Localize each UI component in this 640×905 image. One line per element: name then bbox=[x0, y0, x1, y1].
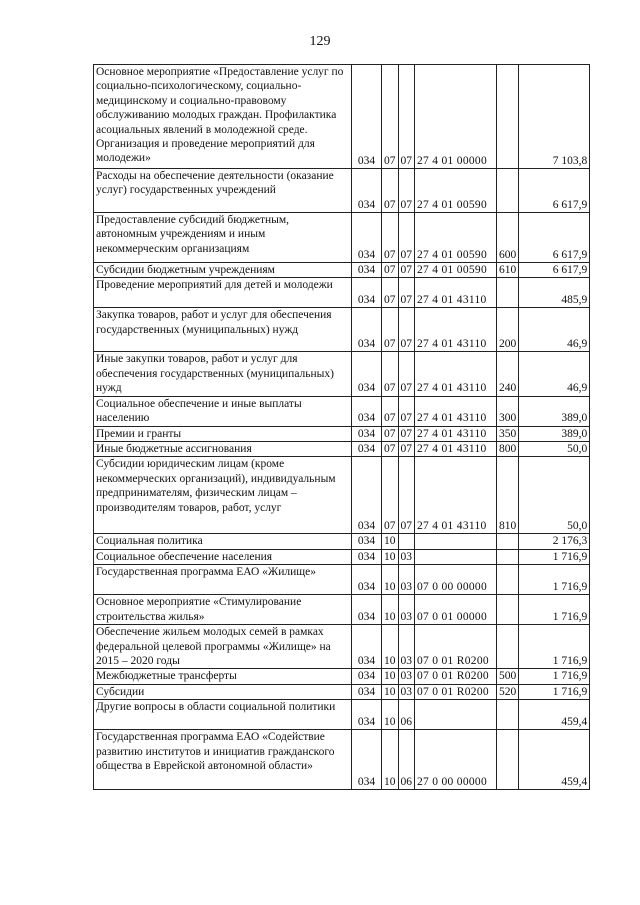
row-expense-type: 240 bbox=[497, 352, 519, 396]
row-subsection: 07 bbox=[398, 457, 415, 534]
row-amount: 50,0 bbox=[519, 442, 590, 457]
row-subsection: 07 bbox=[398, 352, 415, 396]
row-ministry-code: 034 bbox=[352, 396, 382, 426]
row-section: 10 bbox=[382, 534, 399, 549]
row-expense-type bbox=[497, 65, 519, 169]
row-amount: 1 716,9 bbox=[519, 669, 590, 684]
row-target-article: 27 4 01 00590 bbox=[415, 263, 497, 278]
row-name: Социальная политика bbox=[94, 534, 352, 549]
row-target-article: 27 4 01 00590 bbox=[415, 169, 497, 213]
table-row bbox=[94, 426, 590, 441]
row-subsection: 07 bbox=[398, 65, 415, 169]
row-amount: 1 716,9 bbox=[519, 625, 590, 669]
table-row bbox=[94, 352, 590, 396]
row-subsection: 07 bbox=[398, 426, 415, 441]
row-subsection: 03 bbox=[398, 669, 415, 684]
row-name: Субсидии bbox=[94, 684, 352, 699]
row-amount: 50,0 bbox=[519, 457, 590, 534]
table-row bbox=[94, 549, 590, 564]
row-ministry-code: 034 bbox=[352, 442, 382, 457]
row-amount: 6 617,9 bbox=[519, 213, 590, 263]
row-amount: 485,9 bbox=[519, 278, 590, 308]
row-target-article: 27 4 01 43110 bbox=[415, 457, 497, 534]
row-ministry-code: 034 bbox=[352, 700, 382, 730]
row-amount: 1 716,9 bbox=[519, 565, 590, 595]
row-amount: 459,4 bbox=[519, 700, 590, 730]
row-target-article: 27 4 01 00000 bbox=[415, 65, 497, 169]
page-number: 129 bbox=[309, 34, 331, 49]
table-row bbox=[94, 263, 590, 278]
row-target-article: 27 0 00 00000 bbox=[415, 730, 497, 790]
row-section: 07 bbox=[382, 396, 399, 426]
row-expense-type bbox=[497, 278, 519, 308]
row-name: Государственная программа ЕАО «Жилище» bbox=[94, 565, 352, 595]
row-amount: 46,9 bbox=[519, 308, 590, 352]
row-target-article: 27 4 01 00590 bbox=[415, 213, 497, 263]
row-name: Предоставление субсидий бюджетным, автономным учреждениям и иным некоммерческим организациям bbox=[94, 213, 352, 263]
row-ministry-code: 034 bbox=[352, 278, 382, 308]
row-section: 10 bbox=[382, 669, 399, 684]
row-target-article: 27 4 01 43110 bbox=[415, 352, 497, 396]
row-target-article: 07 0 01 R0200 bbox=[415, 625, 497, 669]
table-row bbox=[94, 169, 590, 213]
row-section: 07 bbox=[382, 263, 399, 278]
row-expense-type bbox=[497, 595, 519, 625]
row-name: Социальное обеспечение населения bbox=[94, 549, 352, 564]
table-row bbox=[94, 700, 590, 730]
row-ministry-code: 034 bbox=[352, 595, 382, 625]
row-name: Закупка товаров, работ и услуг для обеспечения государственных (муниципальных) нужд bbox=[94, 308, 352, 352]
table-row bbox=[94, 65, 590, 169]
row-section: 07 bbox=[382, 169, 399, 213]
row-amount: 1 716,9 bbox=[519, 549, 590, 564]
row-section: 10 bbox=[382, 700, 399, 730]
table-row bbox=[94, 730, 590, 790]
row-amount: 6 617,9 bbox=[519, 169, 590, 213]
row-subsection: 06 bbox=[398, 700, 415, 730]
table-row bbox=[94, 457, 590, 534]
row-section: 07 bbox=[382, 278, 399, 308]
table-row bbox=[94, 534, 590, 549]
row-section: 07 bbox=[382, 352, 399, 396]
row-ministry-code: 034 bbox=[352, 169, 382, 213]
row-target-article: 07 0 01 R0200 bbox=[415, 684, 497, 699]
row-expense-type: 810 bbox=[497, 457, 519, 534]
row-ministry-code: 034 bbox=[352, 730, 382, 790]
row-subsection: 03 bbox=[398, 625, 415, 669]
row-ministry-code: 034 bbox=[352, 684, 382, 699]
row-subsection: 07 bbox=[398, 308, 415, 352]
row-target-article: 27 4 01 43110 bbox=[415, 396, 497, 426]
row-name: Межбюджетные трансферты bbox=[94, 669, 352, 684]
row-subsection: 07 bbox=[398, 278, 415, 308]
row-name: Расходы на обеспечение деятельности (оказание услуг) государственных учреждений bbox=[94, 169, 352, 213]
row-section: 07 bbox=[382, 426, 399, 441]
row-expense-type bbox=[497, 730, 519, 790]
row-expense-type: 600 bbox=[497, 213, 519, 263]
row-section: 10 bbox=[382, 595, 399, 625]
row-ministry-code: 034 bbox=[352, 65, 382, 169]
row-ministry-code: 034 bbox=[352, 263, 382, 278]
row-subsection: 07 bbox=[398, 263, 415, 278]
row-amount: 46,9 bbox=[519, 352, 590, 396]
row-name: Иные бюджетные ассигнования bbox=[94, 442, 352, 457]
row-target-article bbox=[415, 534, 497, 549]
row-section: 07 bbox=[382, 65, 399, 169]
row-amount: 459,4 bbox=[519, 730, 590, 790]
row-name: Субсидии бюджетным учреждениям bbox=[94, 263, 352, 278]
row-target-article: 07 0 01 00000 bbox=[415, 595, 497, 625]
table-row bbox=[94, 669, 590, 684]
table-row bbox=[94, 625, 590, 669]
row-expense-type: 800 bbox=[497, 442, 519, 457]
row-target-article: 07 0 00 00000 bbox=[415, 565, 497, 595]
row-ministry-code: 034 bbox=[352, 565, 382, 595]
row-subsection: 03 bbox=[398, 595, 415, 625]
row-name: Другие вопросы в области социальной политики bbox=[94, 700, 352, 730]
row-ministry-code: 034 bbox=[352, 352, 382, 396]
row-ministry-code: 034 bbox=[352, 625, 382, 669]
row-amount: 7 103,8 bbox=[519, 65, 590, 169]
row-name: Государственная программа ЕАО «Содействие развитию институтов и инициатив гражданского общества в Еврейской автономной области» bbox=[94, 730, 352, 790]
row-name: Основное мероприятие «Стимулирование строительства жилья» bbox=[94, 595, 352, 625]
row-subsection: 07 bbox=[398, 442, 415, 457]
row-ministry-code: 034 bbox=[352, 426, 382, 441]
row-target-article bbox=[415, 549, 497, 564]
row-name: Премии и гранты bbox=[94, 426, 352, 441]
row-amount: 389,0 bbox=[519, 426, 590, 441]
row-expense-type: 520 bbox=[497, 684, 519, 699]
budget-table bbox=[93, 64, 590, 790]
row-name: Иные закупки товаров, работ и услуг для обеспечения государственных (муниципальных) нужд bbox=[94, 352, 352, 396]
table-row bbox=[94, 278, 590, 308]
row-expense-type bbox=[497, 549, 519, 564]
table-body bbox=[94, 65, 590, 790]
table-row bbox=[94, 442, 590, 457]
row-name: Субсидии юридическим лицам (кроме некоммерческих организаций), индивидуальным предпринимателям, физическим лицам – производителям товаров, работ, услуг bbox=[94, 457, 352, 534]
row-expense-type bbox=[497, 625, 519, 669]
row-target-article: 27 4 01 43110 bbox=[415, 426, 497, 441]
row-amount: 2 176,3 bbox=[519, 534, 590, 549]
row-target-article: 27 4 01 43110 bbox=[415, 278, 497, 308]
row-section: 07 bbox=[382, 442, 399, 457]
row-ministry-code: 034 bbox=[352, 457, 382, 534]
row-ministry-code: 034 bbox=[352, 213, 382, 263]
row-amount: 6 617,9 bbox=[519, 263, 590, 278]
row-expense-type: 500 bbox=[497, 669, 519, 684]
row-name: Социальное обеспечение и иные выплаты населению bbox=[94, 396, 352, 426]
row-subsection bbox=[398, 534, 415, 549]
row-expense-type: 300 bbox=[497, 396, 519, 426]
row-ministry-code: 034 bbox=[352, 308, 382, 352]
row-name: Основное мероприятие «Предоставление услуг по социально-психологическому, социально-медицинскому и социально-правовому обслуживанию молодых граждан. Профилактика асоциальных явлений в молодежной среде. Организация и проведение мероприятий для молодежи» bbox=[94, 65, 352, 169]
row-subsection: 07 bbox=[398, 213, 415, 263]
row-expense-type: 200 bbox=[497, 308, 519, 352]
row-amount: 1 716,9 bbox=[519, 684, 590, 699]
row-target-article: 27 4 01 43110 bbox=[415, 308, 497, 352]
row-expense-type bbox=[497, 565, 519, 595]
row-target-article bbox=[415, 700, 497, 730]
row-section: 10 bbox=[382, 625, 399, 669]
table-row bbox=[94, 396, 590, 426]
row-section: 10 bbox=[382, 684, 399, 699]
table-row bbox=[94, 308, 590, 352]
row-subsection: 03 bbox=[398, 565, 415, 595]
row-ministry-code: 034 bbox=[352, 669, 382, 684]
row-subsection: 03 bbox=[398, 549, 415, 564]
row-expense-type: 350 bbox=[497, 426, 519, 441]
table-row bbox=[94, 213, 590, 263]
row-subsection: 06 bbox=[398, 730, 415, 790]
row-target-article: 27 4 01 43110 bbox=[415, 442, 497, 457]
row-section: 10 bbox=[382, 730, 399, 790]
row-section: 10 bbox=[382, 565, 399, 595]
table-row bbox=[94, 595, 590, 625]
row-subsection: 07 bbox=[398, 169, 415, 213]
row-expense-type bbox=[497, 700, 519, 730]
row-section: 07 bbox=[382, 457, 399, 534]
row-name: Проведение мероприятий для детей и молодежи bbox=[94, 278, 352, 308]
row-subsection: 07 bbox=[398, 396, 415, 426]
table-row bbox=[94, 684, 590, 699]
row-expense-type bbox=[497, 169, 519, 213]
row-ministry-code: 034 bbox=[352, 549, 382, 564]
row-section: 10 bbox=[382, 549, 399, 564]
row-target-article: 07 0 01 R0200 bbox=[415, 669, 497, 684]
row-expense-type bbox=[497, 534, 519, 549]
row-amount: 1 716,9 bbox=[519, 595, 590, 625]
row-ministry-code: 034 bbox=[352, 534, 382, 549]
row-subsection: 03 bbox=[398, 684, 415, 699]
row-section: 07 bbox=[382, 308, 399, 352]
row-name: Обеспечение жильем молодых семей в рамках федеральной целевой программы «Жилище» на 2015 – 2020 годы bbox=[94, 625, 352, 669]
table-row bbox=[94, 565, 590, 595]
row-expense-type: 610 bbox=[497, 263, 519, 278]
row-section: 07 bbox=[382, 213, 399, 263]
row-amount: 389,0 bbox=[519, 396, 590, 426]
